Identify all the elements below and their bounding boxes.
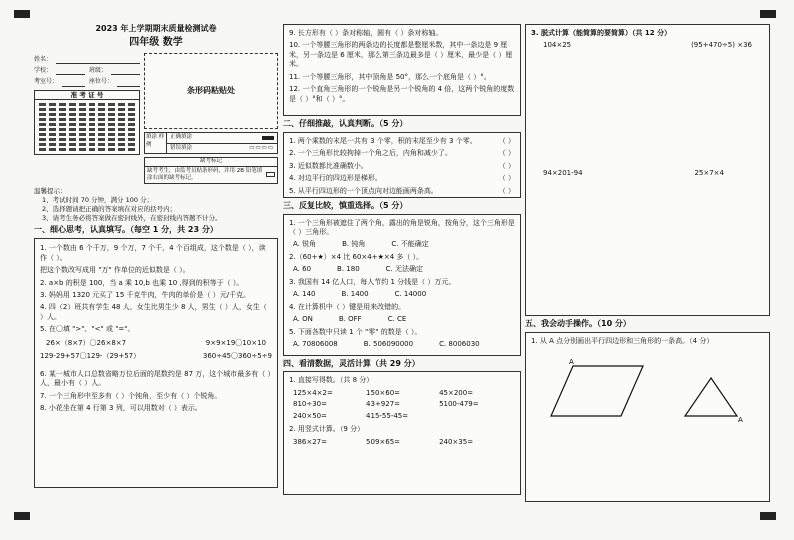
admission-bubble[interactable] (69, 133, 76, 136)
right-column (525, 24, 770, 502)
admission-bubble[interactable] (69, 118, 76, 121)
absent-mark-box[interactable] (144, 157, 278, 184)
admission-bubble[interactable] (49, 123, 56, 126)
question-7: 7. 一个三角形中至多有（ ）个钝角，至少有（ ）个锐角。 (40, 391, 222, 400)
question-5: 5. 在〇填 ">"、"<" 或 "="。 (40, 325, 135, 334)
admission-bubble[interactable] (39, 118, 46, 121)
mixed-calc-title: 3. 脱式计算（能简算的要简算）（共 12 分） (531, 29, 672, 37)
admission-bubble[interactable] (118, 103, 125, 106)
admission-bubble[interactable] (79, 148, 86, 151)
admission-bubble[interactable] (89, 123, 96, 126)
option[interactable]: C. 无法确定 (385, 265, 423, 274)
admission-bubble[interactable] (98, 118, 105, 121)
admission-bubble[interactable] (98, 103, 105, 106)
question-11: 11. 一个等腰三角形，其中顶角是 50°，那么一个底角是（ ）°。 (289, 72, 491, 81)
section3-title: 三、反复比较，慎重选择。（5 分） (283, 200, 408, 210)
direct-calc-row: 240×50= 415-55-45= (293, 411, 409, 420)
admission-bubble[interactable] (98, 148, 105, 151)
admission-bubble[interactable] (118, 138, 125, 141)
admission-bubble[interactable] (89, 138, 96, 141)
vertical-calc-title: 2. 用竖式计算。（9 分） (289, 425, 365, 434)
mixed-calc-row: 104×25 (95+470÷5) ×36 (543, 41, 752, 50)
option[interactable]: B. OFF (338, 315, 362, 324)
section2-box (283, 132, 521, 198)
admission-bubble[interactable] (108, 103, 115, 106)
answer-paren[interactable]: （ ） (498, 136, 515, 145)
option[interactable]: A. 140 (293, 290, 316, 299)
admission-bubble[interactable] (118, 113, 125, 116)
answer-paren[interactable]: （ ） (498, 186, 515, 195)
admission-bubble[interactable] (98, 143, 105, 146)
admission-bubble[interactable] (39, 123, 46, 126)
section3-box (283, 214, 521, 356)
admission-bubble[interactable] (59, 148, 66, 151)
admission-bubble[interactable] (108, 118, 115, 121)
admission-bubble[interactable] (98, 133, 105, 136)
admission-bubble[interactable] (108, 133, 115, 136)
absent-title: 缺考标记 (145, 158, 277, 166)
option[interactable]: B. 506090000 (363, 339, 414, 348)
option[interactable]: A. ON (293, 315, 313, 324)
registration-mark (14, 10, 30, 18)
option[interactable]: B. 1400 (341, 290, 369, 299)
admission-bubble[interactable] (49, 133, 56, 136)
section4-title: 四、看清数据，灵活计算（共 29 分） (283, 358, 420, 368)
mixed-calc-row: 94×201-94 25×7×4 (543, 168, 724, 177)
section1-continued-box (283, 24, 521, 116)
option[interactable]: C. 8006030 (439, 339, 480, 348)
admission-bubble[interactable] (69, 108, 76, 111)
direct-calc-row: 125×4×2= 150×60= 45×200= (293, 388, 474, 397)
question-4: 4. 四（2）班共有学生 48 人，女生比男生少 8 人，男生（ ）人，女生（ ）人。 (40, 303, 267, 321)
admission-bubble[interactable] (69, 148, 76, 151)
left-column (34, 24, 278, 488)
direct-calc-row: 810÷30= 43+927= 5100-479= (293, 400, 479, 409)
admission-bubble[interactable] (108, 138, 115, 141)
admission-bubble[interactable] (59, 103, 66, 106)
room-field[interactable]: 考室号： 座位号： (34, 78, 140, 86)
admission-bubble[interactable] (69, 123, 76, 126)
admission-bubble[interactable] (79, 118, 86, 121)
admission-bubble[interactable] (69, 143, 76, 146)
admission-bubble[interactable] (128, 103, 135, 106)
admission-bubble[interactable] (69, 128, 76, 131)
question-10: 10. 一个等腰三角形的两条边的长度都是整厘米数，其中一条边是 9 厘米，另一条边是 6 厘米，那么第三条边最多是（ ）厘米，最少是（ ）厘米。 (289, 41, 513, 69)
school-field[interactable]: 学校： 班级： (34, 67, 140, 75)
admission-bubble[interactable] (79, 138, 86, 141)
admission-bubble[interactable] (128, 123, 135, 126)
admission-bubble[interactable] (49, 118, 56, 121)
admission-bubble[interactable] (108, 108, 115, 111)
option[interactable]: B. 钝角 (342, 240, 366, 249)
section5-box (525, 332, 770, 502)
drawing-question-1: 1. 从 A 点分别画出平行四边形和三角形的一条高。（4 分） (531, 336, 714, 345)
admission-bubble[interactable] (79, 123, 86, 126)
question-1b: 把这个数改写成用 "万" 作单位的近似数是（ ）。 (40, 266, 190, 275)
option[interactable]: A. 锐角 (293, 240, 317, 249)
admission-bubble[interactable] (98, 123, 105, 126)
admission-bubble[interactable] (59, 133, 66, 136)
option[interactable]: A. 70806008 (293, 339, 338, 348)
barcode-label: 条形码粘贴处 (187, 85, 235, 95)
admission-bubble[interactable] (98, 108, 105, 111)
section2-title: 二、仔细推敲，认真判断。（5 分） (283, 119, 408, 128)
admission-bubble[interactable] (118, 128, 125, 131)
admission-bubble[interactable] (128, 108, 135, 111)
question-6: 6. 某一城市人口总数省略万位后面的尾数约是 87 万，这个城市最多有（ ）人，最小有（ ）人。 (40, 369, 271, 388)
absent-note: 缺考考生，由监考员贴条形码，并用 2B 铅笔填涂右面的缺考标记。 (147, 167, 263, 181)
choice-question-3: 3. 我国有 14 亿人口，每人节约 1 分钱是（ ）万元。 (289, 277, 456, 286)
option[interactable]: C. 14000 (394, 290, 427, 299)
admission-bubble[interactable] (89, 118, 96, 121)
admission-bubble[interactable] (128, 148, 135, 151)
admission-bubble[interactable] (39, 143, 46, 146)
compare-row: 129-29+57〇129-（29+57） 360÷45〇360÷5÷9 (40, 352, 272, 361)
admission-bubble[interactable] (59, 113, 66, 116)
admission-bubble[interactable] (89, 133, 96, 136)
correct-fill-label: 正确填涂 (170, 134, 193, 141)
admission-bubble[interactable] (49, 103, 56, 106)
registration-mark (760, 10, 776, 18)
fill-example-label: 填涂 样例 (145, 133, 167, 153)
admission-bubble[interactable] (79, 103, 86, 106)
admission-bubble[interactable] (89, 108, 96, 111)
admission-bubble[interactable] (49, 108, 56, 111)
admission-bubble[interactable] (89, 113, 96, 116)
exam-title: 2023 年上学期期末质量检测试卷 (95, 24, 217, 33)
admission-bubble[interactable] (118, 133, 125, 136)
admission-bubble[interactable] (108, 148, 115, 151)
option[interactable]: B. 180 (337, 265, 360, 274)
section4-box (283, 371, 521, 495)
section5-title: 五、我会动手操作。（10 分） (525, 319, 631, 328)
admission-bubble[interactable] (108, 123, 115, 126)
admission-bubble[interactable] (89, 143, 96, 146)
barcode-area (144, 53, 278, 129)
admission-bubble[interactable] (98, 138, 105, 141)
admission-bubble[interactable] (49, 128, 56, 131)
admission-bubble[interactable] (59, 123, 66, 126)
section4-continued-box (525, 24, 770, 316)
section1-box (34, 238, 278, 488)
admission-bubble[interactable] (39, 128, 46, 131)
admission-bubble[interactable] (39, 138, 46, 141)
admission-bubble[interactable] (118, 148, 125, 151)
choice-question-2: 2.（60+★）×4 比 60×4+★×4 多（ ）。 (289, 252, 424, 261)
judge-item: 2. 一个三角形比较拘掉一个角之后，内角和减少了。 （ ） (289, 149, 515, 158)
question-8: 8. 小花坐在第 4 行第 3 列，可以用数对（ ）表示。 (40, 403, 202, 412)
choice-question-4: 4. 在计算机中（ ）键是用来改错的。 (289, 302, 406, 311)
admission-bubble[interactable] (59, 118, 66, 121)
question-2: 2. a×b 的积是 100，当 a 乘 10,b 也乘 10 ,得到的积等于（ ）。 (40, 278, 244, 287)
option[interactable]: C. CE (387, 315, 407, 324)
admission-bubble[interactable] (69, 113, 76, 116)
admission-bubble[interactable] (59, 143, 66, 146)
exam-subtitle: 四年级 数学 (129, 36, 183, 48)
admission-bubble[interactable] (79, 133, 86, 136)
admission-bubble[interactable] (59, 138, 66, 141)
admission-bubble[interactable] (128, 118, 135, 121)
answer-paren[interactable]: （ ） (498, 149, 515, 158)
exam-notes: 温馨提示： 1、考试时间 70 分钟，满分 100 分； 2、选择题请把正确的答案填在对应的括号内； 3、请考生务必将答案做在密封线外，在密封线内答题不计分。 (34, 187, 222, 222)
admission-bubble[interactable] (128, 113, 135, 116)
registration-mark (14, 512, 30, 520)
triangle-shape (685, 378, 737, 416)
admission-bubble[interactable] (128, 133, 135, 136)
fill-example: 填涂 样例 正确填涂 错误填涂 ▭▭▭▭ (144, 132, 278, 154)
question-9: 9. 长方形有（ ）条对称轴，圆有（ ）条对称轴。 (289, 29, 443, 37)
judge-item: 4. 对边平行的四边形是梯形。 （ ） (289, 174, 515, 183)
admission-bubble[interactable] (118, 118, 125, 121)
admission-bubble[interactable] (49, 148, 56, 151)
vertical-calc-row: 386×27= 509×65= 240×35= (293, 437, 474, 446)
judge-item: 1. 两个乘数的末尾一共有 3 个零，积的末尾至少有 3 个零。 （ ） (289, 136, 515, 145)
admission-bubble[interactable] (128, 128, 135, 131)
compare-row: 26×（8×7）〇26×8×7 9×9×19〇10×10 (46, 338, 266, 347)
judge-item: 3. 近似数都比准确数小。 （ ） (289, 161, 515, 170)
admission-bubble[interactable] (79, 128, 86, 131)
choice-question-1: 1. 一个三角形被遮住了两个角，露出的角是锐角，按角分，这个三角形是（ ）三角形。 (289, 218, 515, 237)
admission-bubble[interactable] (59, 108, 66, 111)
admission-bubble[interactable] (108, 143, 115, 146)
middle-column (283, 24, 521, 495)
admission-label: 准 考 证 号 (35, 91, 139, 101)
admission-bubble[interactable] (39, 148, 46, 151)
option[interactable]: C. 不能确定 (391, 240, 429, 249)
judge-item: 5. 从平行四边形的一个顶点向对边能画两条高。 （ ） (289, 186, 515, 195)
admission-bubble[interactable] (108, 113, 115, 116)
geometry-figures (531, 358, 761, 428)
name-field[interactable]: 姓名： (34, 56, 140, 64)
admission-bubble[interactable] (49, 138, 56, 141)
admission-bubble[interactable] (39, 103, 46, 106)
answer-paren[interactable]: （ ） (498, 174, 515, 183)
admission-bubble[interactable] (128, 143, 135, 146)
admission-bubble[interactable] (128, 138, 135, 141)
admission-bubble[interactable] (49, 143, 56, 146)
admission-bubble[interactable] (39, 113, 46, 116)
admission-bubble[interactable] (108, 128, 115, 131)
admission-bubble[interactable] (49, 113, 56, 116)
wrong-fill-label: 错误填涂 (170, 144, 193, 151)
student-info-area (34, 53, 278, 184)
label-a-parallelogram: A (569, 358, 574, 367)
label-a-triangle: A (738, 416, 743, 425)
admission-bubble[interactable] (39, 108, 46, 111)
answer-paren[interactable]: （ ） (498, 161, 515, 170)
admission-bubble[interactable] (118, 123, 125, 126)
admission-bubble[interactable] (89, 103, 96, 106)
admission-bubble[interactable] (79, 143, 86, 146)
admission-bubble[interactable] (79, 113, 86, 116)
option[interactable]: A. 60 (293, 265, 312, 274)
admission-bubble[interactable] (39, 133, 46, 136)
question-3: 3. 妈妈用 1320 元买了 15 千克牛肉，牛肉的单价是（ ）元/千克。 (40, 291, 251, 300)
registration-mark (760, 512, 776, 520)
admission-bubble[interactable] (69, 103, 76, 106)
question-12: 12. 一个直角三角形的一个锐角是另一个锐角的 4 倍，这两个锐角的度数是（ ）°和（ ）°。 (289, 85, 515, 103)
question-1: 1. 一个数由 6 个千万，9 个万，7 个千，4 个百组成，这个数是（ ），读作（ ）。 (40, 244, 266, 262)
section1-title: 一、细心思考，认真填写。（每空 1 分，共 23 分） (34, 225, 218, 235)
admission-bubble[interactable] (89, 148, 96, 151)
admission-bubble[interactable] (59, 128, 66, 131)
direct-calc-title: 1. 直接写得数。（共 8 分） (289, 376, 374, 385)
admission-number-grid[interactable] (34, 90, 140, 156)
admission-bubble[interactable] (79, 108, 86, 111)
admission-bubble[interactable] (69, 138, 76, 141)
parallelogram-shape (551, 366, 643, 416)
admission-bubble[interactable] (118, 108, 125, 111)
admission-bubble[interactable] (98, 113, 105, 116)
admission-bubble[interactable] (98, 128, 105, 131)
choice-question-5: 5. 下面各数中只读 1 个 "零" 的数是（ ）。 (289, 327, 422, 336)
admission-bubble[interactable] (89, 128, 96, 131)
admission-bubble[interactable] (118, 143, 125, 146)
